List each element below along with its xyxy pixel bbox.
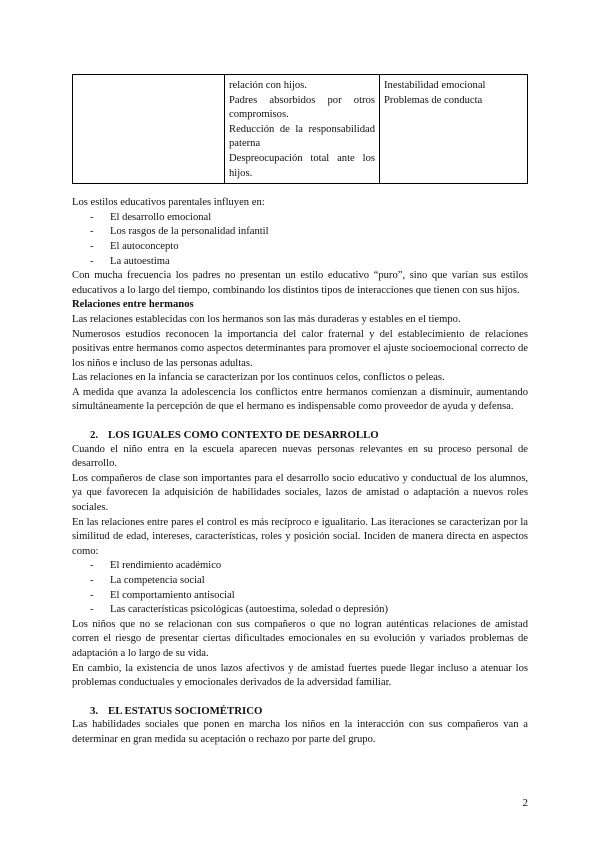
section-3-paragraph-1: Las habilidades sociales que ponen en marcha los niños en la interacción con sus compañeros van a determinar en gran medida su aceptación o rechazo por parte del grupo. [72,719,528,745]
page-number: 2 [522,797,528,809]
list-item [72,240,528,255]
list-item [72,574,528,589]
section-number: 2. [90,429,99,442]
section-2-heading [72,428,528,443]
styles-list [72,211,528,269]
section-title: LOS IGUALES COMO CONTEXTO DE DESARROLLO [108,429,379,442]
peer-influence-list [72,559,528,617]
cell-line: Problemas de conducta [384,94,483,106]
list-item [72,559,528,574]
list-item-text: Los rasgos de la personalidad infantil [110,226,269,238]
list-item-text: El desarrollo emocional [110,211,212,223]
table-cell-parent-behaviour [225,75,380,184]
section-2-paragraph-1: Cuando el niño entra en la escuela aparecen nuevas personas relevantes en su proceso personal de desarrollo. [72,443,528,470]
section-2-paragraph-3: En las relaciones entre pares el control es más recíproco e igualitario. Las iteraciones se caracterizan por la similitud de edad, intereses, características, roles y posición social. Inciden de manera directa en aspectos como: [72,516,528,557]
dash-bullet: - [90,255,94,267]
dash-bullet: - [90,589,94,601]
siblings-paragraph-3: Las relaciones en la infancia se caracterizan por los continuos celos, conflictos o peleas. [72,372,445,384]
cell-line: Inestabilidad emocional [384,80,486,91]
siblings-heading: Relaciones entre hermanos [72,299,194,311]
cell-line: Reducción de la responsabilidad paterna [229,123,375,150]
styles-intro: Los estilos educativos parentales influyen en: [72,197,265,209]
list-item-text: El rendimiento académico [110,560,222,572]
table-cell-empty [73,75,225,184]
table-row [73,75,528,184]
page-content [72,0,528,748]
list-item [72,225,528,240]
section-2-paragraph-2: Los compañeros de clase son importantes para el desarrollo socio educativo y conductual de los alumnos, ya que favorecen la adquisición de habilidades sociales, lazos de amistad o adaptación a nuevos roles sociales. [72,472,528,514]
list-item [72,211,528,226]
section-number: 3. [90,704,99,717]
siblings-paragraph-4: A medida que avanza la adolescencia los conflictos entre hermanos comienzan a disminuir, aumentando simultáneamente la percepción de que el hermano es indispensable como proveedor de ayuda y defensa. [72,386,528,413]
dash-bullet: - [90,211,94,223]
dash-bullet: - [90,240,94,252]
section-title: EL ESTATUS SOCIOMÉTRICO [108,704,263,717]
list-item-text: El autoconcepto [110,240,179,252]
siblings-paragraph-1: Las relaciones establecidas con los hermanos son las más duraderas y estables en el tiempo. [72,313,461,325]
dash-bullet: - [90,226,94,238]
list-item [72,255,528,270]
styles-paragraph: Con mucha frecuencia los padres no presentan un estilo educativo “puro”, sino que varían sus estilos educativos a lo largo del tiempo, combinando los distintos tipos de interacciones que tienen con sus hijos. [72,270,528,296]
list-item [72,589,528,604]
section-3-heading [72,704,528,719]
dash-bullet: - [90,560,94,572]
dash-bullet: - [90,604,94,616]
dash-bullet: - [90,575,94,586]
siblings-paragraph-2: Numerosos estudios reconocen la importancia del calor fraternal y del establecimiento de relaciones positivas entre hermanos como aspectos determinantes para promover el ajuste socioemocional correcto de los niños e incluso de las personas adultas. [72,328,528,369]
list-item-text: La autoestima [110,255,170,267]
parenting-styles-table [72,74,528,184]
table-cell-consequences [380,75,528,184]
section-2-paragraph-5: En cambio, la existencia de unos lazos afectivos y de amistad fuertes puede llegar incluso a atenuar los problemas conductuales y emocionales derivados de la adversidad familiar. [72,662,528,689]
cell-line: relación con hijos. [229,80,307,91]
cell-line: Despreocupación total ante los hijos. [229,152,375,179]
list-item-text: El comportamiento antisocial [110,589,235,601]
list-item-text: La competencia social [110,575,205,586]
section-2-paragraph-4: Los niños que no se relacionan con sus compañeros o que no logran auténticas relaciones de amistad corren el riesgo de presentar ciertas dificultades emocionales en su evolución y variados problemas de adaptación a lo largo de su vida. [72,618,528,659]
list-item [72,603,528,618]
cell-line: Padres absorbidos por otros compromisos. [229,94,375,121]
list-item-text: Las características psicológicas (autoestima, soledad o depresión) [110,604,388,616]
